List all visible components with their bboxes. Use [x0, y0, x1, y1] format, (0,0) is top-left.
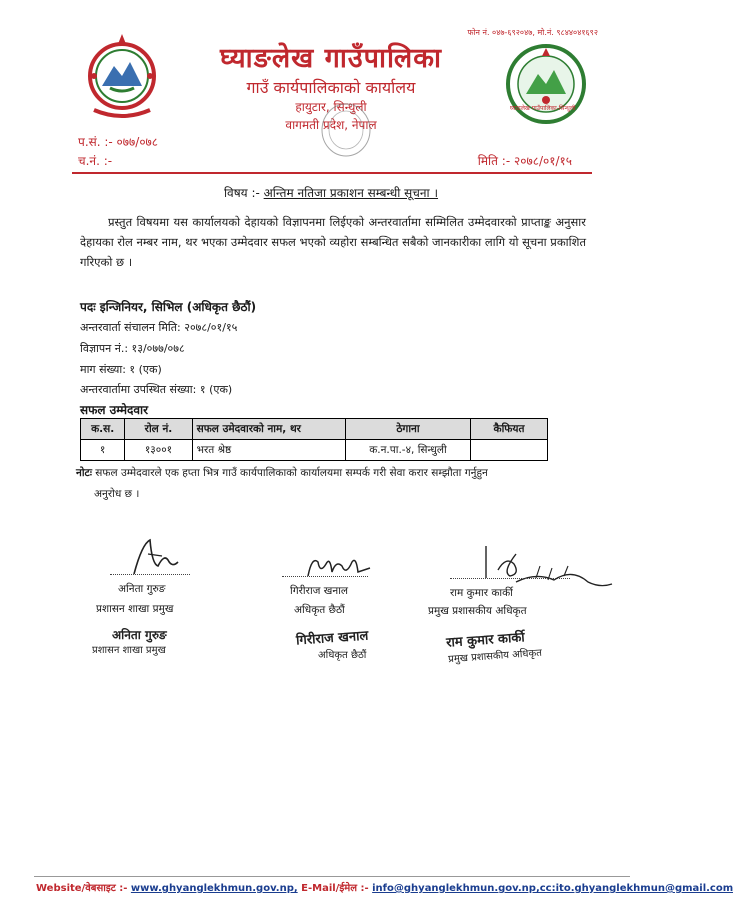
col-name: सफल उमेदवारको नाम, थर	[192, 419, 345, 440]
subject-prefix: विषय :-	[223, 186, 264, 200]
office-name: गाउँ कार्यपालिकाको कार्यालय	[246, 78, 416, 97]
signatory-3-title: प्रमुख प्रशासकीय अधिकृत	[428, 605, 527, 617]
footer-website-link[interactable]: www.ghyanglekhmun.gov.np,	[130, 883, 298, 894]
signatory-2-stamp-title: अधिकृत छैठौं	[318, 650, 367, 661]
signature-line-2	[282, 576, 368, 577]
right-logo-caption: घ्याङलेख गाउँपालिका-सिन्धुली	[510, 105, 576, 112]
interview-date: अन्तरवार्ता संचालन मिति: २०७८/०१/१५	[80, 321, 238, 334]
address-line-2: वागमती प्रदेश, नेपाल	[285, 118, 377, 132]
cell-remarks	[471, 440, 548, 461]
cell-name: भरत श्रेष्ठ	[192, 440, 345, 461]
address-line-1: हायुटार, सिन्धुली	[295, 100, 367, 114]
note-continuation: अनुरोध छ ।	[94, 488, 140, 500]
header-divider	[72, 172, 592, 174]
col-remarks: कैफियत	[471, 419, 548, 440]
table-header-row	[81, 419, 548, 440]
signatory-3-stamp-name: राम कुमार कार्की	[445, 630, 526, 651]
footer-email-link[interactable]: info@ghyanglekhmun.gov.np,cc:ito.ghyanglekhmun@gmail.com	[372, 883, 733, 894]
signatory-1-stamp-title: प्रशासन शाखा प्रमुख	[92, 645, 166, 656]
col-roll: रोल नं.	[125, 419, 192, 440]
cell-roll: १३००१	[125, 440, 192, 461]
signatory-2-name: गिरीराज खनाल	[290, 585, 349, 597]
letter-date: मिति :- २०७८/०१/१५	[477, 154, 572, 168]
signature-line-3	[450, 578, 570, 579]
note-label: नोटः	[76, 467, 92, 479]
col-serial: क.स.	[81, 419, 125, 440]
signature-2	[304, 552, 374, 582]
footer-divider	[34, 876, 630, 877]
footer-contact	[36, 880, 733, 894]
cell-serial: १	[81, 440, 125, 461]
subject-text: अन्तिम नतिजा प्रकाशन सम्बन्धी सूचना ।	[263, 186, 439, 200]
signatory-1-title: प्रशासन शाखा प्रमुख	[96, 603, 174, 615]
footer-email-label: E-Mail/ईमेल :-	[301, 883, 369, 894]
col-address: ठेगाना	[345, 419, 470, 440]
cell-address: क.न.पा.-४, सिन्धुली	[345, 440, 470, 461]
signature-line-1	[110, 574, 190, 575]
results-heading: सफल उम्मेदवार	[80, 403, 149, 417]
body-text: प्रस्तुत विषयमा यस कार्यालयको देहायको विज्ञापनमा लिईएको अन्तरवार्तामा सम्मिलित उम्मेदवारको प्राप्ताङ्क अनुसार देहायका रोल नम्बर नाम, थर भएका उम्मेदवार सफल भएको व्यहोरा सम्बन्धित सबैको जानकारीका लागि यो सूचना प्रकाशित गरिएको छ ।	[80, 215, 586, 269]
demand-count: माग संख्या: १ (एक)	[80, 363, 162, 376]
signatory-3-name: राम कुमार कार्की	[450, 587, 513, 599]
dispatch-number: च.नं. :-	[78, 154, 113, 168]
note-line	[76, 466, 488, 480]
footer-website-label: Website/वेबसाइट :-	[36, 883, 128, 894]
signatory-1-name: अनिता गुरुङ	[118, 583, 166, 595]
org-name: घ्याङलेख गाउँपालिका	[220, 43, 442, 74]
signatory-1-stamp-name: अनिता गुरुङ	[112, 628, 167, 642]
signatory-2-stamp-name: गिरीराज खनाल	[295, 628, 369, 649]
subject-line	[0, 184, 662, 201]
office-seal-stamp	[318, 100, 374, 160]
attended-count: अन्तरवार्तामा उपस्थित संख्या: १ (एक)	[80, 383, 233, 396]
post-title: पदः इन्जिनियर, सिभिल (अधिकृत छैठौं)	[80, 300, 257, 314]
results-table	[80, 418, 548, 461]
table-row	[81, 440, 548, 461]
body-paragraph	[80, 212, 586, 272]
signatory-3-stamp-title: प्रमुख प्रशासकीय अधिकृत	[447, 647, 543, 666]
advertisement-number: विज्ञापन नं.: १३/०७७/०७८	[80, 342, 185, 355]
phone-line: फोन नं. ०४७-६९२०४७, मो.नं. ९८४४०४१६९२	[467, 28, 598, 37]
signatory-2-title: अधिकृत छैठौं	[294, 604, 345, 616]
note-text: सफल उम्मेदवारले एक हप्ता भित्र गाउँ कार्यपालिकाको कार्यालयमा सम्पर्क गरी सेवा करार सम्झौता गर्नुहुन	[91, 467, 488, 479]
reference-number: प.सं. :- ०७७/०७८	[78, 135, 159, 149]
